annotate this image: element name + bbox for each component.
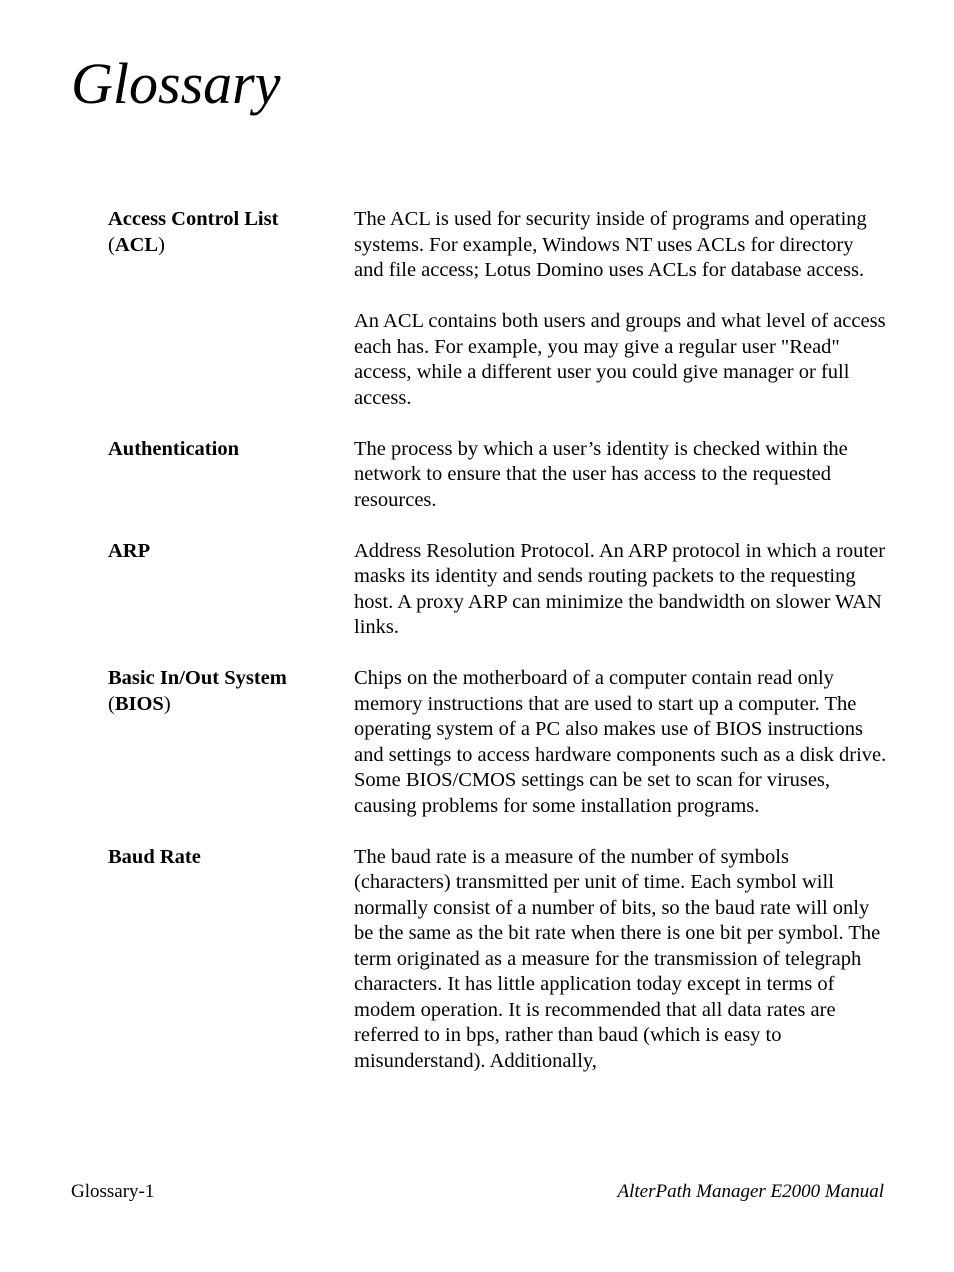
term-label: Baud Rate — [108, 845, 201, 868]
term-abbreviation: ACL — [114, 233, 159, 256]
glossary-entry-acl — [108, 207, 888, 411]
glossary-entries — [108, 207, 888, 1100]
glossary-entry-authentication — [108, 437, 888, 514]
footer-manual-title: AlterPath Manager E2000 Manual — [617, 1181, 884, 1202]
footer-page-label: Glossary-1 — [71, 1181, 155, 1202]
glossary-definition — [354, 845, 888, 1075]
glossary-term — [108, 539, 354, 641]
term-label: ARP — [108, 539, 151, 562]
definition-paragraph: An ACL contains both users and groups and what level of access each has. For example, you may give a regular user "Read" access, while a different user you could give manager or full access. — [354, 310, 886, 409]
glossary-definition — [354, 666, 888, 819]
term-abbreviation: BIOS — [114, 692, 164, 715]
definition-paragraph: The ACL is used for security inside of programs and operating systems. For example, Windows NT uses ACLs for directory and file access; Lotus Domino uses ACLs for database access. — [354, 208, 867, 281]
page-title: Glossary — [71, 51, 281, 116]
glossary-entry-bios — [108, 666, 888, 819]
term-label: Basic In/Out System — [108, 667, 287, 689]
glossary-term: Basic In/Out System (BIOS) — [108, 667, 287, 715]
definition-paragraph: Chips on the motherboard of a computer contain read only memory instructions that are used to start up a computer. The operating system of a PC also makes use of BIOS instructions and settings to access hardware components such as a disk drive. Some BIOS/CMOS settings can be set to scan for viruses, causing problems for some installation programs. — [354, 667, 887, 817]
glossary-term: Access Control List (ACL) — [108, 208, 279, 256]
definition-paragraph: Address Resolution Protocol. An ARP protocol in which a router masks its identity and sends routing packets to the requesting host. A proxy ARP can minimize the bandwidth on slower WAN links. — [354, 539, 886, 638]
glossary-definition — [354, 437, 888, 514]
glossary-definition — [354, 207, 888, 411]
term-label: Access Control List — [108, 208, 279, 230]
glossary-term — [108, 437, 354, 514]
glossary-entry-arp — [108, 539, 888, 641]
glossary-definition — [354, 539, 888, 641]
glossary-term — [108, 845, 354, 1075]
definition-paragraph: The process by which a user’s identity is checked within the network to ensure that the user has access to the requested resources. — [354, 437, 848, 511]
term-label: Authentication — [108, 437, 239, 460]
definition-paragraph: The baud rate is a measure of the number of symbols (characters) transmitted per unit of time. Each symbol will normally consist of a number of bits, so the baud rate will only be the same as the bit rate when there is one bit per symbol. The term originated as a measure for the transmission of telegraph characters. It has little application today except in terms of modem operation. It is recommended that all data rates are referred to in bps, rather than baud (which is easy to misunderstand). Additionally, — [354, 845, 881, 1072]
glossary-entry-baud-rate — [108, 845, 888, 1075]
